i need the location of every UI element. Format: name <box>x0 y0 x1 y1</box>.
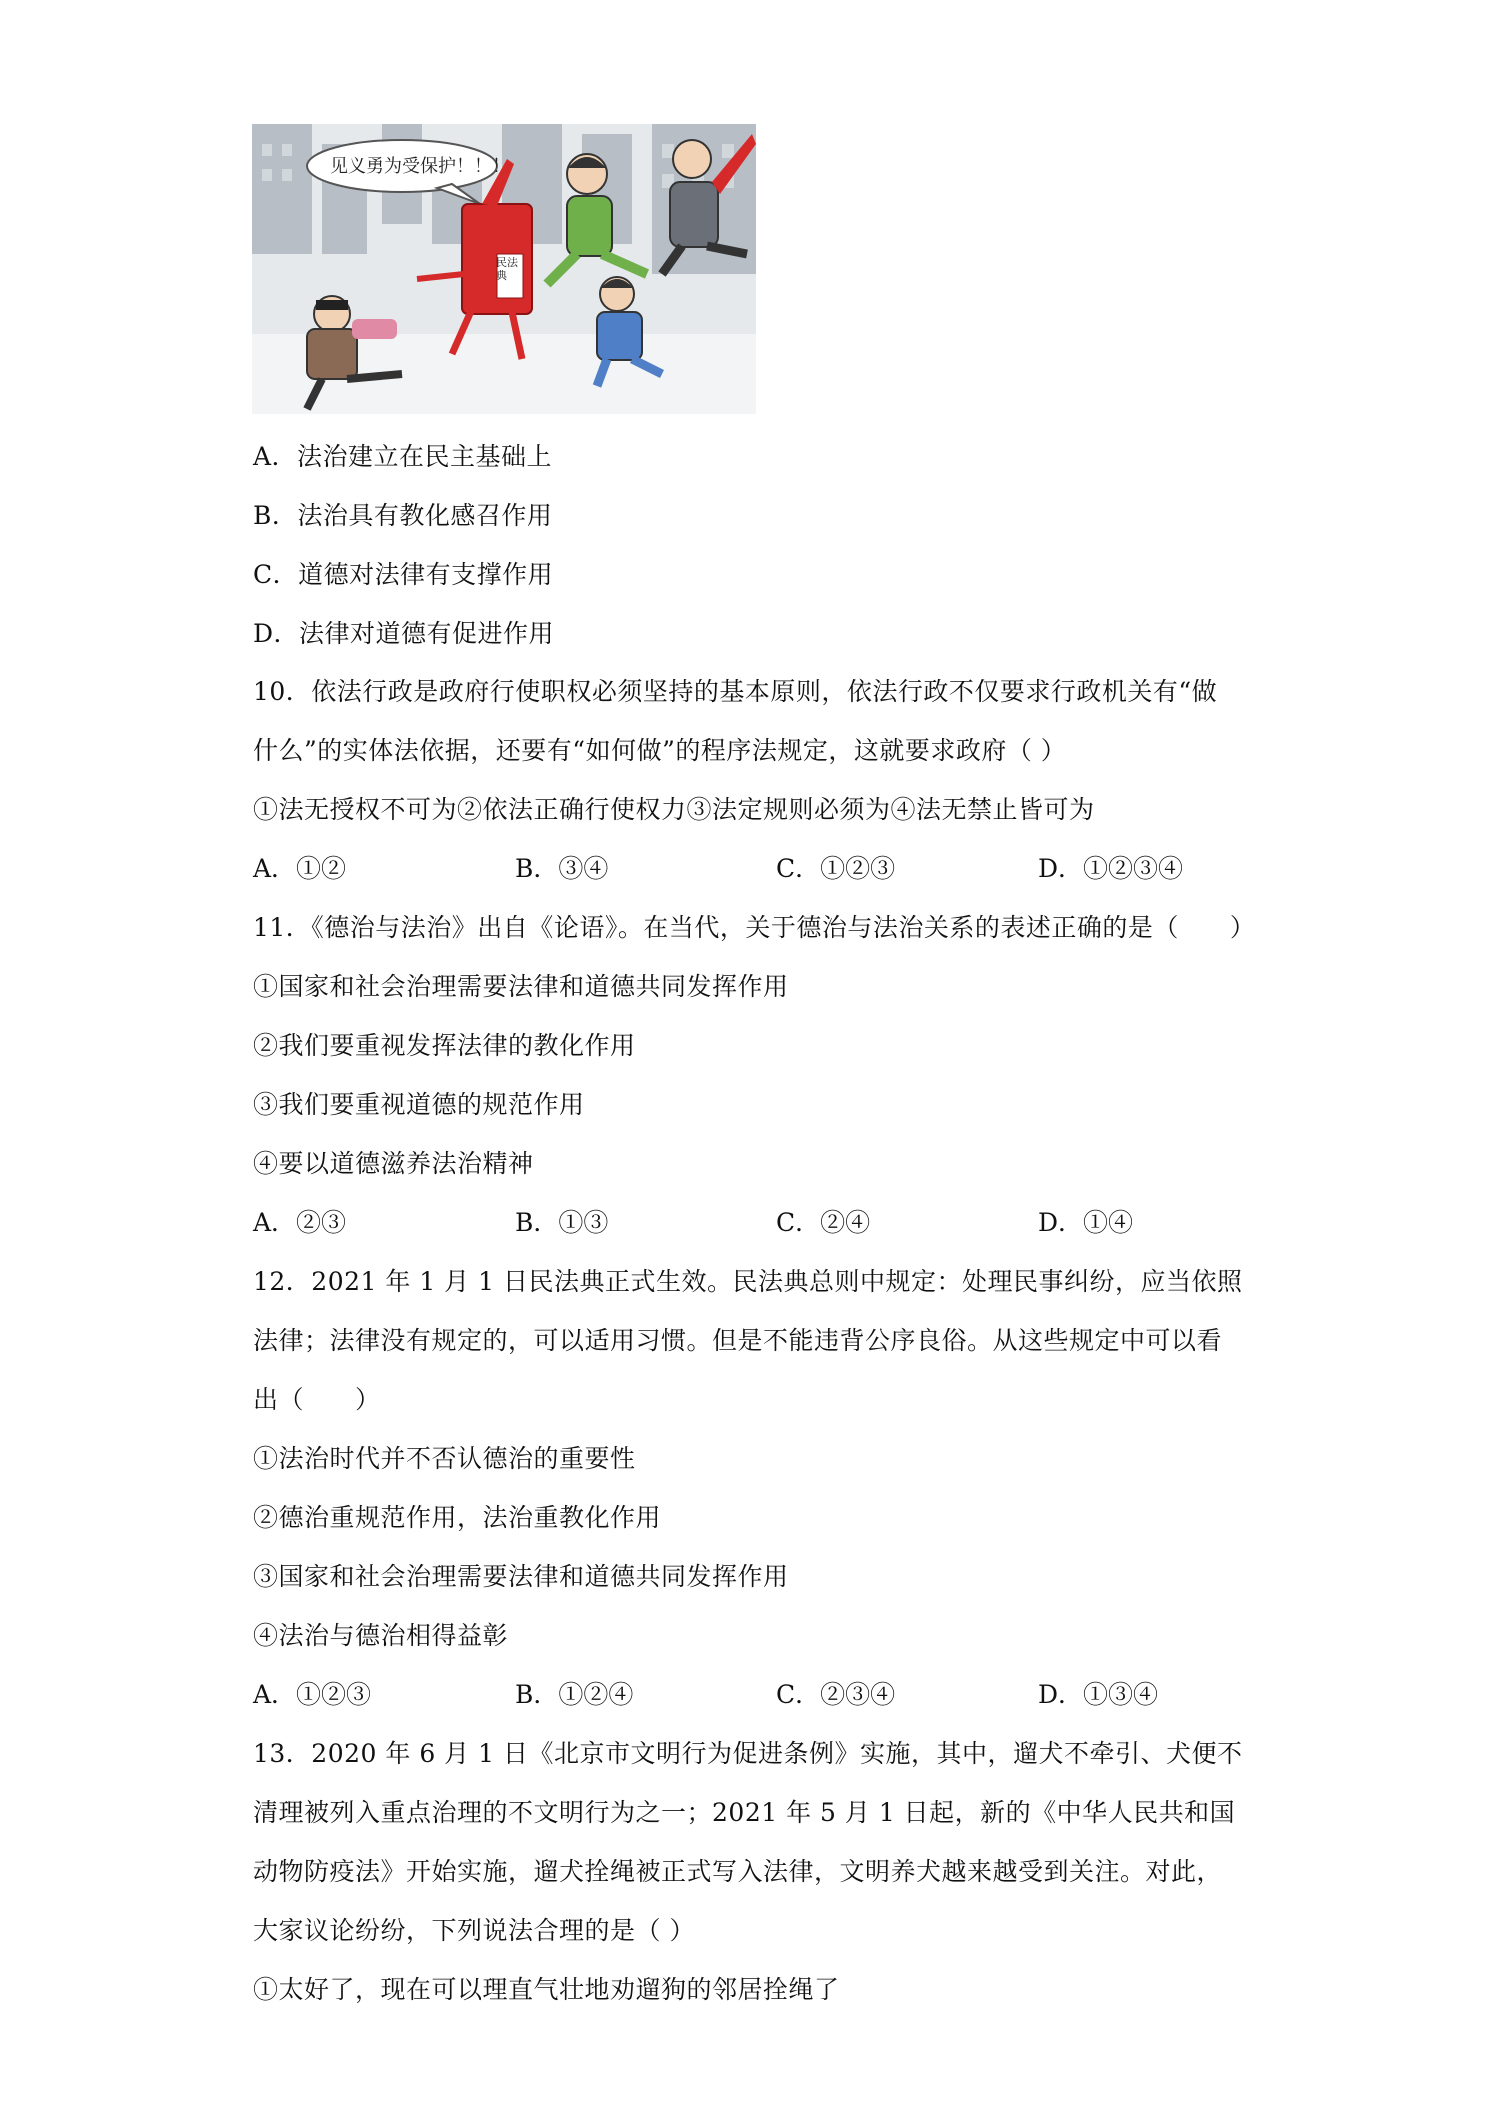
q11-option-c: C．②④ <box>776 1208 871 1237</box>
q12-option-a: A．①②③ <box>253 1680 372 1709</box>
q10-option-a: A．①② <box>253 854 347 883</box>
q13-stem-line-2: 清理被列入重点治理的不文明行为之一；2021 年 5 月 1 日起，新的《中华人民共和国 <box>253 1798 1236 1827</box>
q12-statement-4: ④法治与德治相得益彰 <box>253 1621 509 1650</box>
q10-stem-line-2: 什么”的实体法依据，还要有“如何做”的程序法规定，这就要求政府（ ） <box>253 736 1067 765</box>
q11-statement-1: ①国家和社会治理需要法律和道德共同发挥作用 <box>253 972 789 1001</box>
q12-stem-line-1: 12．2021 年 1 月 1 日民法典正式生效。民法典总则中规定：处理民事纠纷，应当依照 <box>253 1267 1243 1296</box>
q12-option-c: C．②③④ <box>776 1680 896 1709</box>
q13-stem-line-3: 动物防疫法》开始实施，遛犬拴绳被正式写入法律，文明养犬越来越受到关注。对此， <box>253 1857 1223 1886</box>
q12-option-d: D．①③④ <box>1038 1680 1159 1709</box>
q10-stem-line-1: 10．依法行政是政府行使职权必须坚持的基本原则，依法行政不仅要求行政机关有“做 <box>253 677 1218 706</box>
q11-option-d: D．①④ <box>1038 1208 1134 1237</box>
q11-stem: 11．《德治与法治》出自《论语》。在当代，关于德治与法治关系的表述正确的是（ ） <box>253 913 1256 942</box>
q13-stem-line-1: 13．2020 年 6 月 1 日《北京市文明行为促进条例》实施，其中，遛犬不牵引、犬便不 <box>253 1739 1243 1768</box>
q12-statement-2: ②德治重规范作用，法治重教化作用 <box>253 1503 662 1532</box>
q9-option-d: D．法律对道德有促进作用 <box>253 619 555 648</box>
q10-option-d: D．①②③④ <box>1038 854 1184 883</box>
q12-option-b: B．①②④ <box>515 1680 634 1709</box>
q9-option-a: A．法治建立在民主基础上 <box>253 442 553 471</box>
q11-statement-2: ②我们要重视发挥法律的教化作用 <box>253 1031 636 1060</box>
book-label: 民法典 <box>496 256 518 282</box>
q11-statement-3: ③我们要重视道德的规范作用 <box>253 1090 585 1119</box>
q9-option-c: C．道德对法律有支撑作用 <box>253 560 554 589</box>
q10-option-b: B．③④ <box>515 854 609 883</box>
q13-statement-1: ①太好了，现在可以理直气壮地劝遛狗的邻居拴绳了 <box>253 1975 840 2004</box>
q12-statement-3: ③国家和社会治理需要法律和道德共同发挥作用 <box>253 1562 789 1591</box>
q10-statements: ①法无授权不可为②依法正确行使权力③法定规则必须为④法无禁止皆可为 <box>253 795 1095 824</box>
q13-stem-line-4: 大家议论纷纷，下列说法合理的是（ ） <box>253 1916 695 1945</box>
q11-statement-4: ④要以道德滋养法治精神 <box>253 1149 534 1178</box>
speech-bubble-text: 见义勇为受保护！！！ <box>330 156 510 177</box>
cartoon-illustration <box>252 124 756 414</box>
q11-option-a: A．②③ <box>253 1208 347 1237</box>
q12-stem-line-3: 出（ ） <box>253 1385 381 1414</box>
q11-option-b: B．①③ <box>515 1208 609 1237</box>
q12-stem-line-2: 法律；法律没有规定的，可以适用习惯。但是不能违背公序良俗。从这些规定中可以看 <box>253 1326 1223 1355</box>
q12-statement-1: ①法治时代并不否认德治的重要性 <box>253 1444 636 1473</box>
q9-option-b: B．法治具有教化感召作用 <box>253 501 553 530</box>
q10-option-c: C．①②③ <box>776 854 896 883</box>
